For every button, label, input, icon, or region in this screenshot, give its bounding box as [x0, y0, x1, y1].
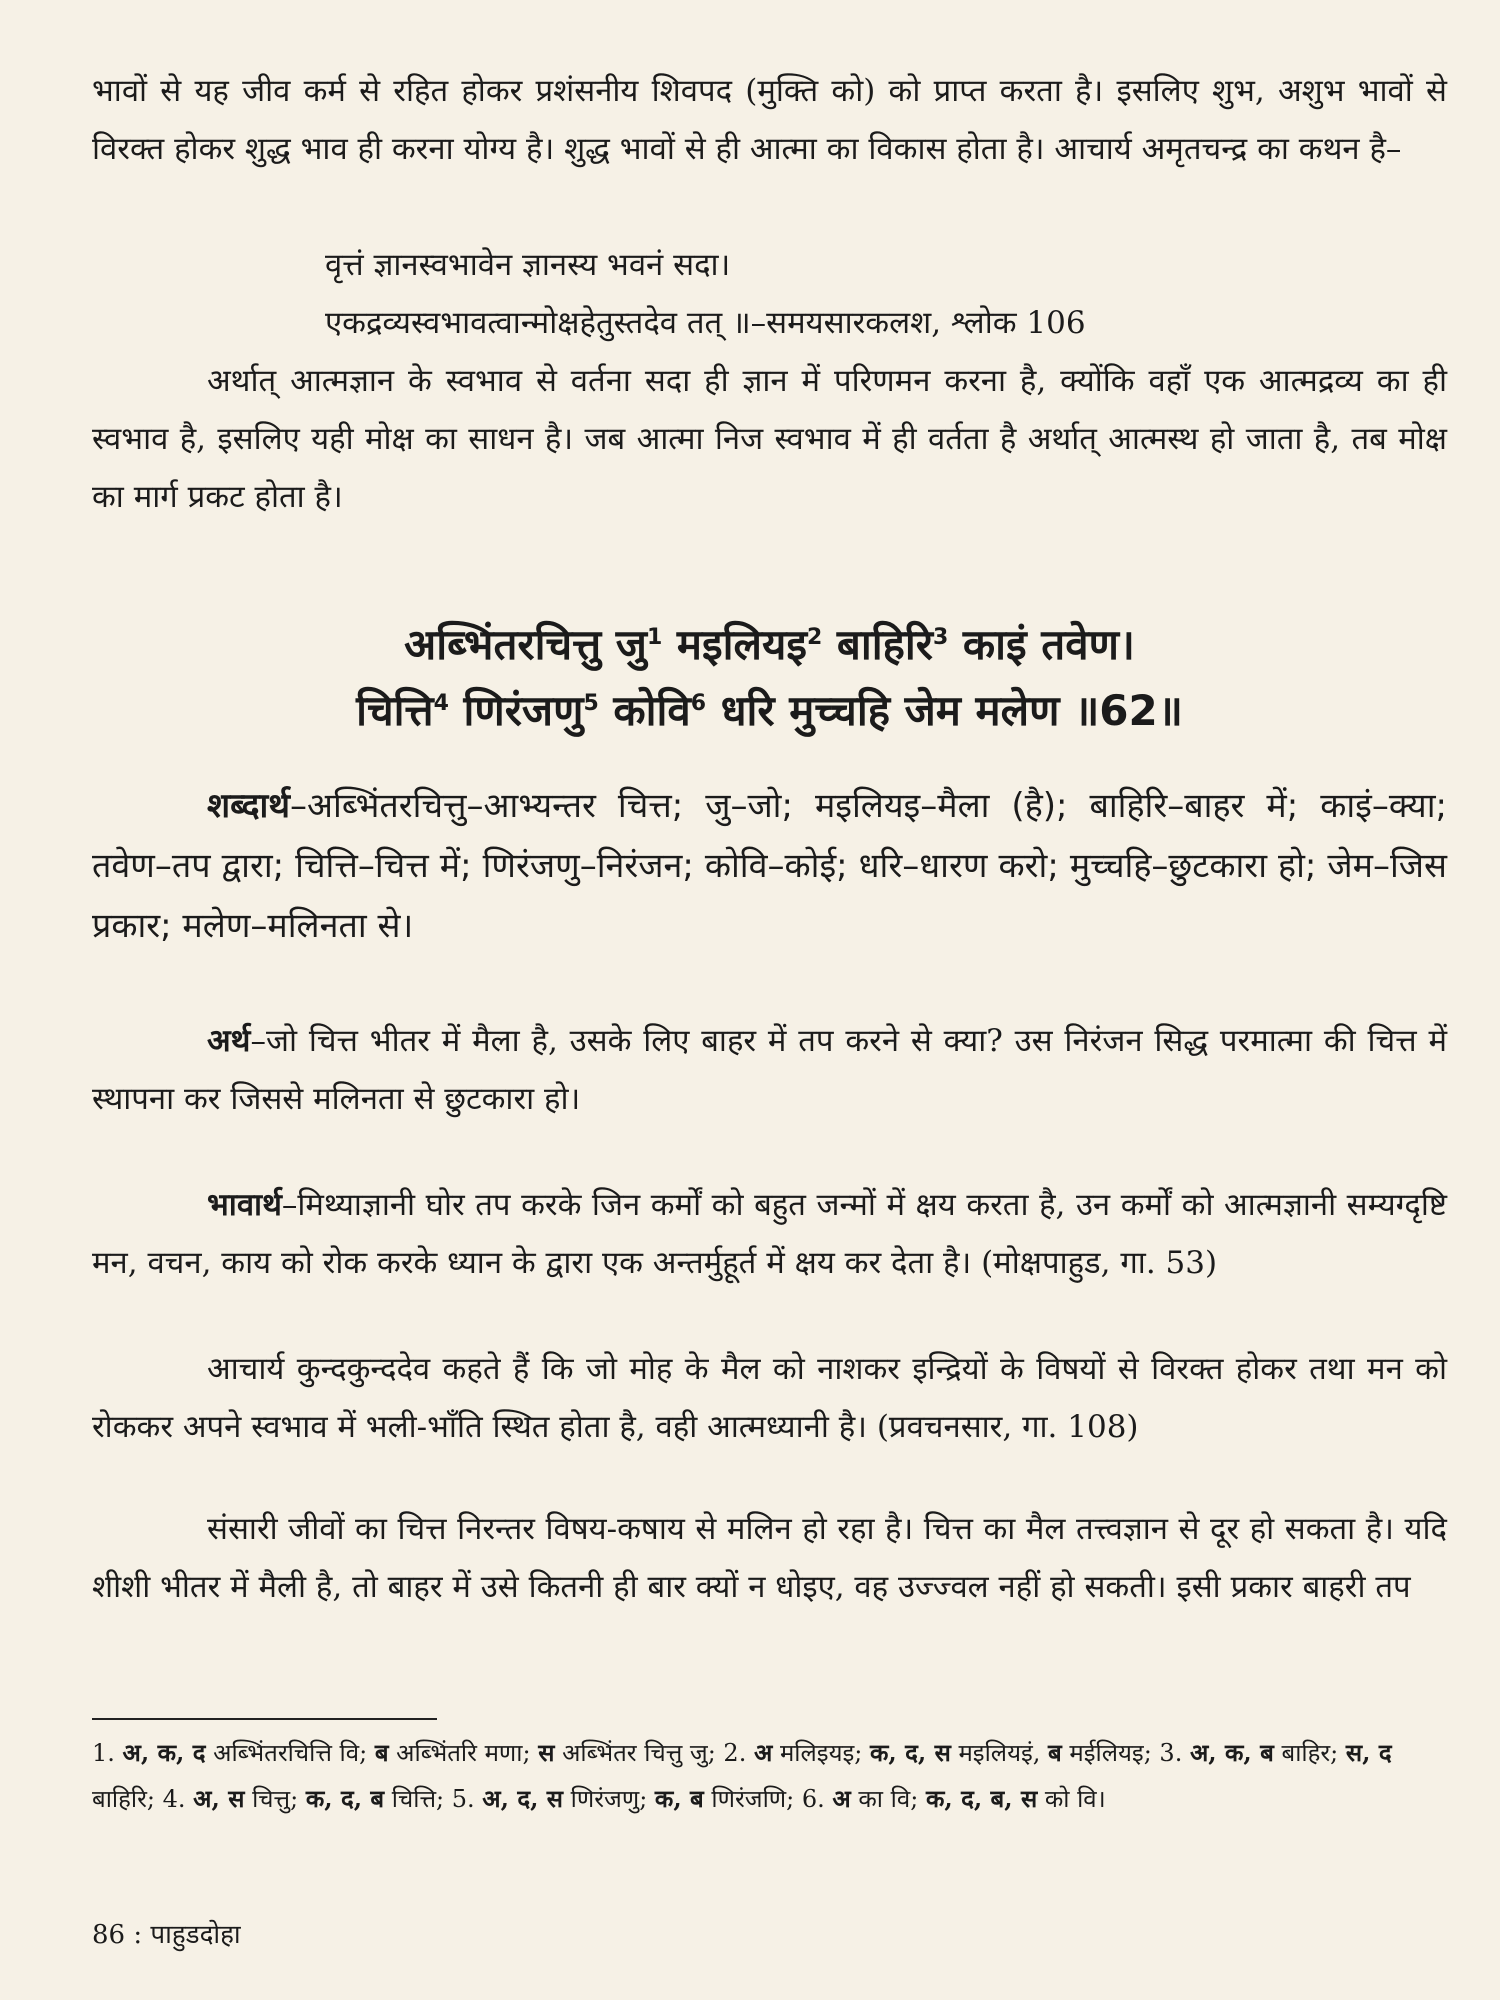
variant-reading: मइलियइं,: [950, 1739, 1049, 1767]
variant-reading: अब्भिंतर चित्तु जु; 2.: [554, 1739, 754, 1767]
glossary-label: शब्दार्थ: [207, 786, 291, 826]
manuscript-siglum: अ, द, स: [482, 1784, 564, 1813]
variant-reading: णिरंजणि; 6.: [703, 1785, 833, 1813]
page-footer: 86 : पाहुडदोहा: [92, 1920, 241, 1950]
footnote-ref: 6: [690, 691, 707, 716]
meaning-label: अर्थ: [207, 1023, 251, 1059]
variant-reading: बाहिर;: [1273, 1739, 1346, 1767]
doha-word: चित्ति: [356, 686, 434, 735]
variant-reading: चित्तु;: [244, 1785, 306, 1813]
manuscript-siglum: क, द, ब, स: [925, 1784, 1038, 1813]
verse-line-1: वृत्तं ज्ञानस्वभावेन ज्ञानस्य भवनं सदा।: [325, 247, 731, 283]
paragraph-arthat: अर्थात् आत्मज्ञान के स्वभाव से वर्तना सदा ही ज्ञान में परिणमन करना है, क्योंकि वहाँ एक आत्मद्रव्य का ही स्वभाव है, इसलिए यही मोक्ष का साधन है। जब आत्मा निज स्वभाव में ही वर्तता है अर्थात् आत्मस्थ हो जाता है, तब मोक्ष का मार्ग प्रकट होता है।: [92, 363, 1447, 515]
manuscript-siglum: अ, स: [193, 1784, 245, 1813]
doha-word: कोवि: [598, 686, 691, 735]
manuscript-siglum: ब: [374, 1738, 389, 1767]
doha-word: अब्भिंतरचित्तु जु: [404, 620, 647, 669]
bhavarth-paragraph: [92, 1176, 1447, 1292]
variant-reading: अब्भिंतरचित्ति वि;: [205, 1739, 375, 1767]
doha-line-1: [92, 612, 1447, 678]
bhavarth-label: भावार्थ: [207, 1187, 282, 1223]
doha-word: णिरंजणु: [448, 686, 584, 735]
variant-reading: अब्भिंतरि मणा;: [388, 1739, 539, 1767]
meaning-text: –जो चित्त भीतर में मैला है, उसके लिए बाहर में तप करने से क्या? उस निरंजन सिद्ध परमात्मा की चित्त में स्थापना कर जिससे मलिनता से छुटकारा हो।: [92, 1023, 1447, 1117]
doha-line-2: [92, 678, 1447, 744]
glossary-text: –अब्भिंतरचित्तु–आभ्यन्तर चित्त; जु–जो; मइलियइ–मैला (है); बाहिरि–बाहर में; काइं–क्या; तवेण–तप द्वारा; चित्ति–चित्त में; णिरंजणु–निरंजन; कोवि–कोई; धरि–धारण करो; मुच्चहि–छुटकारा हो; जेम–जिस प्रकार; मलेण–मलिनता से।: [92, 786, 1447, 946]
paragraph-sansari: संसारी जीवों का चित्त निरन्तर विषय-कषाय से मलिन हो रहा है। चित्त का मैल तत्त्वज्ञान से दूर हो सकता है। यदि शीशी भीतर में मैली है, तो बाहर में उसे कितनी ही बार क्यों न धोइए, वह उज्ज्वल नहीं हो सकती। इसी प्रकार बाहरी तप: [92, 1511, 1447, 1605]
doha-word: काइं तवेण।: [948, 620, 1135, 669]
paragraph-intro: भावों से यह जीव कर्म से रहित होकर प्रशंसनीय शिवपद (मुक्ति को) को प्राप्त करता है। इसलिए शुभ, अशुभ भावों से विरक्त होकर शुद्ध भाव ही करना योग्य है। शुद्ध भावों से ही आत्मा का विकास होता है। आचार्य अमृतचन्द्र का कथन है–: [92, 73, 1447, 167]
footnote-number: 1.: [92, 1739, 115, 1767]
manuscript-siglum: क, द, स: [869, 1738, 951, 1767]
variant-reading: को वि।: [1037, 1785, 1106, 1813]
meaning-paragraph: [92, 1012, 1447, 1128]
manuscript-siglum: ब: [1048, 1738, 1062, 1767]
footnote-ref: 3: [932, 625, 949, 650]
bhavarth-text: –मिथ्याज्ञानी घोर तप करके जिन कर्मों को बहुत जन्मों में क्षय करता है, उन कर्मों को आत्मज्ञानी सम्यग्दृष्टि मन, वचन, काय को रोक करके ध्यान के द्वारा एक अन्तर्मुहूर्त में क्षय कर देता है। (मोक्षपाहुड, गा. 53): [92, 1187, 1447, 1281]
footnote-ref: 1: [646, 625, 663, 650]
manuscript-siglum: अ: [753, 1738, 773, 1767]
paragraph-kundkund: आचार्य कुन्दकुन्ददेव कहते हैं कि जो मोह के मैल को नाशकर इन्द्रियों के विषयों से विरक्त होकर तथा मन को रोककर अपने स्वभाव में भली-भाँति स्थित होता है, वही आत्मध्यानी है। (प्रवचनसार, गा. 108): [92, 1351, 1447, 1445]
footnote-ref: 2: [806, 625, 823, 650]
variant-reading: चित्ति; 5.: [384, 1785, 483, 1813]
manuscript-siglum: स, द: [1345, 1738, 1392, 1767]
doha-word: मइलियइ: [662, 620, 807, 669]
footnote-ref: 4: [433, 691, 449, 716]
manuscript-siglum: अ, क, द: [122, 1738, 206, 1767]
doha-word: बाहिरि: [822, 620, 933, 669]
manuscript-siglum: अ: [832, 1784, 851, 1813]
footnote-divider: [92, 1718, 437, 1720]
variant-reading: णिरंजणु;: [563, 1785, 655, 1813]
footnote-ref: 5: [583, 691, 599, 716]
footnotes: [92, 1730, 1447, 1822]
doha-verse: [92, 612, 1447, 744]
variant-reading: का वि;: [850, 1785, 926, 1813]
variant-reading: मलिइयइ;: [772, 1739, 870, 1767]
variant-reading: मईलियइ; 3.: [1061, 1739, 1190, 1767]
verse-line-2: एकद्रव्यस्वभावत्वान्मोक्षहेतुस्तदेव तत् ॥–समयसारकलश, श्लोक 106: [325, 305, 1086, 341]
manuscript-siglum: अ, क, ब: [1189, 1738, 1274, 1767]
glossary-paragraph: [92, 776, 1447, 956]
doha-word: धरि मुच्चहि जेम मलेण ॥62॥: [706, 686, 1183, 735]
manuscript-siglum: स: [538, 1738, 555, 1767]
manuscript-siglum: क, द, ब: [305, 1784, 385, 1813]
manuscript-siglum: क, ब: [654, 1784, 704, 1813]
variant-reading: बाहिरि; 4.: [92, 1785, 194, 1813]
